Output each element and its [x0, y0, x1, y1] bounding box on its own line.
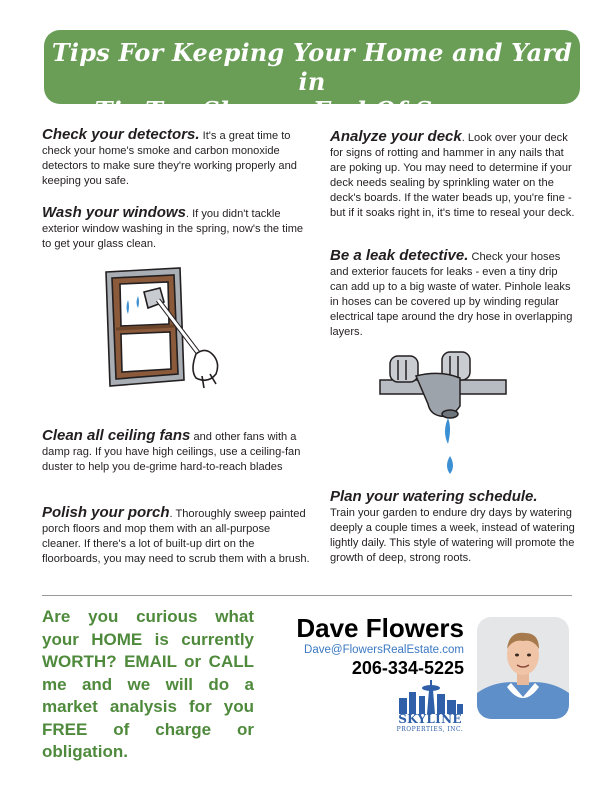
agent-photo: [477, 617, 569, 719]
tip-heading: Polish your porch: [42, 504, 170, 521]
tip-heading: Analyze your deck: [330, 128, 462, 145]
tip-heading: Wash your windows: [42, 204, 186, 221]
tip-watering: [330, 489, 575, 566]
tip-heading: Check your detectors.: [42, 126, 200, 143]
title-banner: [44, 30, 580, 125]
tip-body: Train your garden to endure dry days by watering deeply a couple times a week, instead of watering lightly daily. This style of watering will promote the growth of deep, strong roots.: [330, 507, 575, 564]
skyline-logo: [393, 680, 467, 736]
tip-body: . If you didn't tackle exterior window washing in the spring, now's the time to get your glass clean.: [42, 208, 304, 250]
tip-ceiling-fans: [42, 428, 310, 475]
tip-detectors: [42, 127, 310, 189]
tip-leak: [330, 248, 575, 340]
call-to-action: Are you curious what your HOME is currently WORTH? EMAIL or CALL me and we will do a market analysis for you FREE of charge or obligation.: [42, 607, 254, 761]
brand-subtitle: PROPERTIES, INC.: [396, 726, 464, 733]
title-line-2: Tip-Top Shape - End Of Summer: [94, 96, 530, 125]
tip-body: . Thoroughly sweep painted porch floors and mop them with an all-purpose cleaner. If there's a lot of built-up dirt on the floorboards, you may need to scrub them with a brush.: [42, 508, 310, 565]
title-line-1: Tips For Keeping Your Home and Yard in: [51, 38, 573, 96]
tip-heading: Be a leak detective.: [330, 247, 469, 264]
brand-name: SKYLINE: [398, 712, 462, 726]
faucet-illustration: [376, 346, 510, 484]
tip-body: . Look over your deck for signs of rotting and hammer in any nails that are poking up. You may need to determine if your deck needs sealing by sprinkling water on the deck's boards. If the water beads up, you're fine - but if it soaks right in, it's time to reseal your deck.: [330, 132, 575, 219]
agent-phone[interactable]: 206-334-5225: [351, 658, 464, 678]
tip-windows: [42, 205, 310, 252]
agent-name: Dave Flowers: [296, 613, 464, 643]
space-needle-icon: [393, 680, 467, 714]
tip-body: It's a great time to check your home's smoke and carbon monoxide detectors to make sure they're working properly and keeping you safe.: [42, 130, 297, 187]
tip-deck: [330, 129, 575, 221]
tip-body: and other fans with a damp rag. If you have high ceilings, use a ceiling-fan duster to help you de-grime hard-to-reach blades: [42, 431, 301, 473]
tip-body: Check your hoses and exterior faucets for leaks - even a tiny drip can add up to a big waste of water. Pinhole leaks in hoses can be covered up by winding regular electrical tape around the dry hose in overlapping layers.: [330, 251, 573, 338]
section-divider: [42, 595, 572, 596]
agent-email-link[interactable]: Dave@FlowersRealEstate.com: [304, 644, 464, 656]
tip-heading: Clean all ceiling fans: [42, 427, 191, 444]
tip-porch: [42, 505, 310, 567]
window-cleaning-illustration: [98, 262, 248, 400]
tip-heading: Plan your watering schedule.: [330, 488, 538, 505]
